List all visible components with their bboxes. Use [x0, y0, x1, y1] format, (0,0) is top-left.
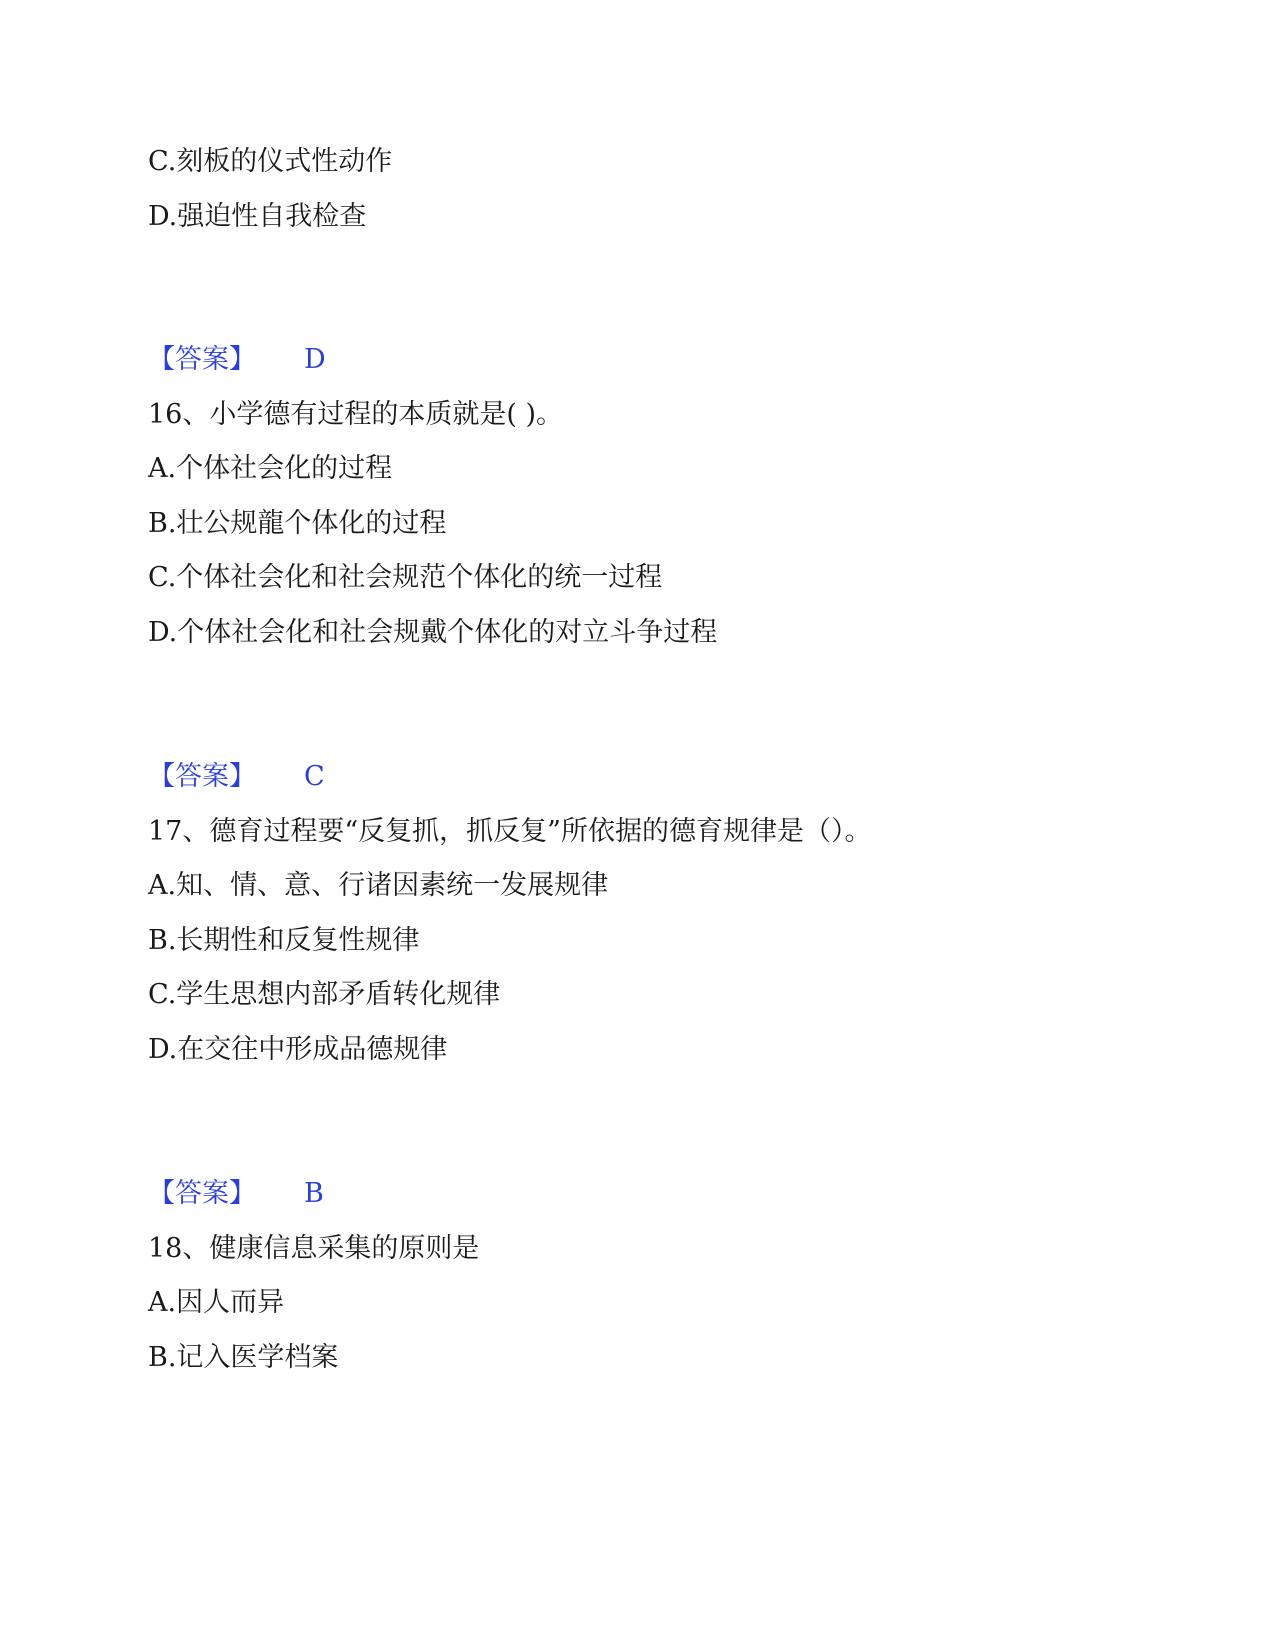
answer-16 [148, 760, 325, 794]
option-16-c: C.个体社会化和社会规范个体化的统一过程 [148, 562, 663, 593]
answer-value: C [304, 761, 325, 792]
option-15-d: D.强迫性自我检查 [148, 201, 367, 232]
question-17: 17、德育过程要“反复抓，抓反复”所依据的德育规律是（）。 [148, 816, 872, 847]
option-18-a: A.因人而异 [148, 1287, 285, 1318]
question-18: 18、健康信息采集的原则是 [148, 1233, 480, 1264]
option-16-b: B.壮公规龍个体化的过程 [148, 508, 447, 539]
answer-label: 【答案】 [148, 1178, 256, 1209]
answer-label: 【答案】 [148, 761, 256, 792]
answer-value: D [304, 344, 326, 375]
option-17-c: C.学生思想内部矛盾转化规律 [148, 979, 501, 1010]
option-17-a: A.知、情、意、行诸因素统一发展规律 [148, 870, 609, 901]
answer-17 [148, 1177, 324, 1211]
option-18-b: B.记入医学档案 [148, 1342, 339, 1373]
answer-15 [148, 343, 326, 377]
question-16: 16、小学德有过程的本质就是( )。 [148, 399, 564, 430]
option-17-d: D.在交往中形成品德规律 [148, 1034, 448, 1065]
option-16-d: D.个体社会化和社会规戴个体化的对立斗争过程 [148, 617, 718, 648]
answer-value: B [304, 1178, 324, 1209]
answer-label: 【答案】 [148, 344, 256, 375]
option-16-a: A.个体社会化的过程 [148, 453, 393, 484]
option-15-c: C.刻板的仪式性动作 [148, 146, 393, 177]
option-17-b: B.长期性和反复性规律 [148, 925, 420, 956]
